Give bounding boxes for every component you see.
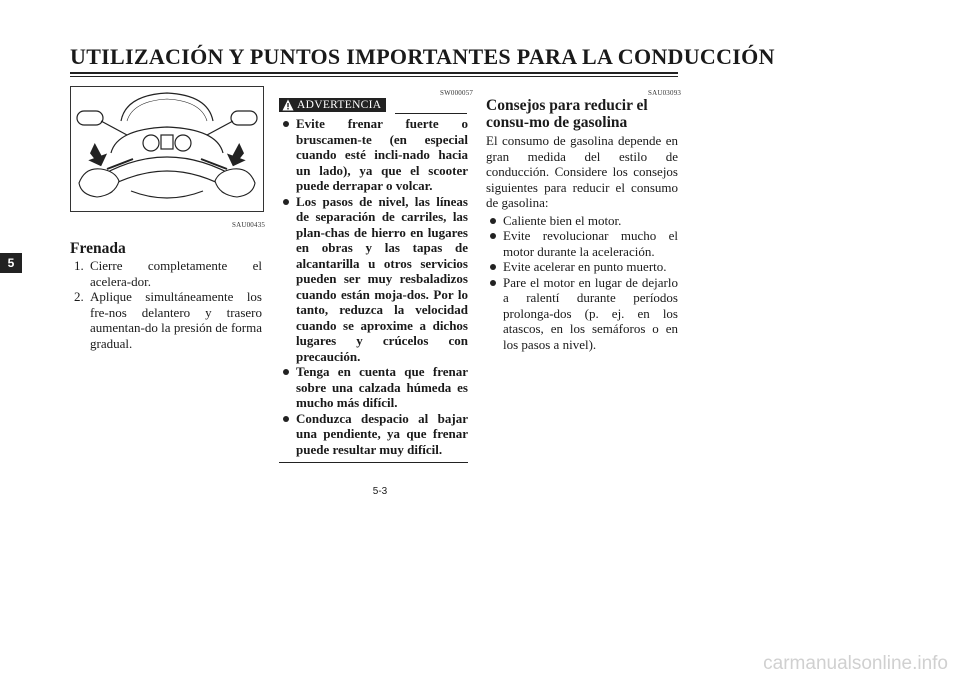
- warning-list: [279, 116, 468, 457]
- fuel-tip-item: Evite revolucionar mucho el motor durante la aceleración.: [486, 228, 678, 259]
- left-column: [70, 240, 262, 351]
- header-rule-thin: [70, 76, 678, 77]
- fuel-tip-item: Evite acelerar en punto muerto.: [486, 259, 678, 275]
- fuel-tips-list: [486, 213, 678, 353]
- warning-item: Conduzca despacio al bajar una pendiente, ya que frenar puede resultar muy difícil.: [279, 411, 468, 458]
- header-rule-thick: [70, 72, 678, 74]
- page-header-title: UTILIZACIÓN Y PUNTOS IMPORTANTES PARA LA CONDUCCIÓN: [70, 44, 775, 69]
- braking-step: [70, 289, 262, 351]
- right-column: [486, 97, 678, 352]
- warning-triangle-icon: [282, 99, 294, 111]
- step-text: Aplique simultáneamente los fre-nos delantero y trasero aumentan-do la presión de forma gradual.: [90, 289, 262, 351]
- warning-item: Los pasos de nivel, las líneas de separación de carriles, las plan-chas de hierro en lugares en obras y las tapas de alcantarilla u otros servicios pueden ser muy resbaladizos cuando están moja-dos. Por lo tanto, reduzca la velocidad cuando se aproxime a dichos lugares y crúcelos con precaución.: [279, 194, 468, 365]
- warning-header: [279, 96, 468, 114]
- warning-badge: [279, 98, 386, 112]
- chapter-tab: 5: [0, 253, 22, 273]
- watermark-text: carmanualsonline.info: [763, 653, 948, 674]
- fuel-tips-intro: El consumo de gasolina depende en gran medida del estilo de conducción. Considere los consejos siguientes para reducir el consumo de gasolina:: [486, 133, 678, 210]
- handlebar-figure: [70, 86, 264, 212]
- fuel-tip-item: Pare el motor en lugar de dejarlo a ralentí durante períodos prolonga-dos (p. ej. en los atascos, en los semáforos o en los pasos a nivel).: [486, 275, 678, 353]
- step-number: 1.: [74, 258, 84, 273]
- fuel-tips-title: Consejos para reducir el consu-mo de gasolina: [486, 97, 648, 131]
- right-section-code: SAU03093: [648, 89, 682, 97]
- warning-end-rule: [279, 462, 468, 463]
- warning-box: [279, 96, 468, 463]
- fuel-tip-item: Caliente bien el motor.: [486, 213, 678, 229]
- warning-header-rule: [395, 113, 467, 114]
- left-section-code: SAU00435: [232, 221, 266, 229]
- step-number: 2.: [74, 289, 84, 304]
- warning-item: Evite frenar fuerte o bruscamen-te (en especial cuando esté incli-nado hacia un lado), ya que el scooter puede derrapar o volcar.: [279, 116, 468, 194]
- step-text: Cierre completamente el acelera-dor.: [90, 258, 262, 289]
- braking-steps: [70, 258, 262, 351]
- warning-badge-label: ADVERTENCIA: [297, 99, 382, 111]
- scooter-handlebar-illustration-icon: [71, 87, 263, 211]
- braking-step: [70, 258, 262, 289]
- warning-item: Tenga en cuenta que frenar sobre una calzada húmeda es mucho más difícil.: [279, 364, 468, 411]
- page-number: 5-3: [372, 486, 388, 497]
- warning-code: SW000057: [440, 89, 474, 97]
- braking-title: Frenada: [70, 240, 126, 257]
